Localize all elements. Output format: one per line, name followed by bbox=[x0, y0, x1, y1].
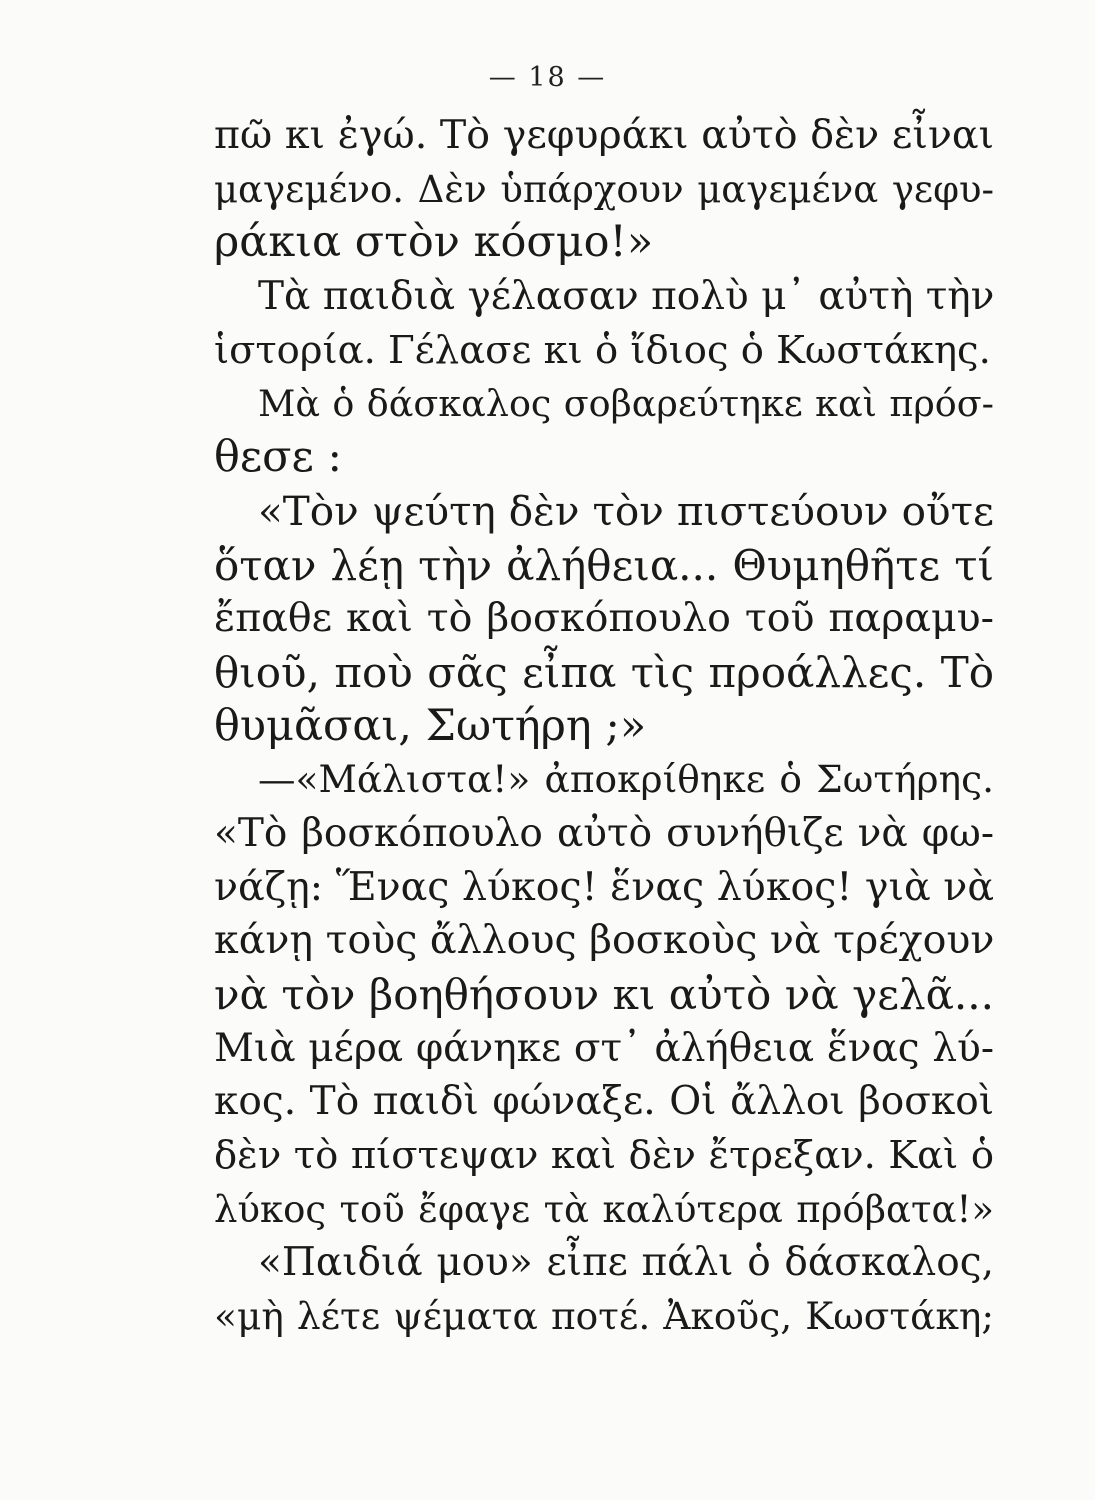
text-line: μαγεμένο. Δὲν ὑπάρχουν μαγεμένα γεφυ- bbox=[214, 167, 994, 211]
text-line: πῶ κι ἐγώ. Τὸ γεφυράκι αὐτὸ δὲν εἶναι bbox=[214, 112, 994, 158]
text-line: κάνῃ τοὺς ἄλλους βοσκοὺς νὰ τρέχουν bbox=[214, 917, 995, 964]
text-line: —«Μάλιστα!» ἀποκρίθηκε ὁ Σωτήρης. bbox=[258, 757, 994, 802]
body-text bbox=[214, 109, 994, 1344]
page-number: — 18 — bbox=[488, 62, 607, 93]
text-line: θυμᾶσαι, Σωτήρη ;» bbox=[214, 700, 647, 751]
text-line: ὅταν λέῃ τὴν ἀλήθεια... Θυμηθῆτε τί bbox=[214, 540, 994, 590]
text-line: Μιὰ μέρα φάνηκε στ᾽ ἀλήθεια ἕνας λύ- bbox=[214, 1025, 994, 1071]
text-line: θιοῦ, ποὺ σᾶς εἶπα τὶς προάλλες. Τὸ bbox=[214, 647, 994, 697]
text-line: Τὰ παιδιὰ γέλασαν πολὺ μ᾽ αὐτὴ τὴν bbox=[258, 274, 995, 320]
text-line: ράκια στὸν κόσμο!» bbox=[214, 217, 654, 268]
text-line: νὰ τὸν βοηθήσουν κι αὐτὸ νὰ γελᾶ... bbox=[214, 970, 994, 1019]
text-line: θεσε : bbox=[214, 432, 342, 483]
text-line: Μὰ ὁ δάσκαλος σοβαρεύτηκε καὶ πρόσ- bbox=[258, 382, 994, 426]
text-line: νάζῃ: Ἕνας λύκος! ἕνας λύκος! γιὰ νὰ bbox=[214, 863, 994, 910]
text-line: λύκος τοῦ ἔφαγε τὰ καλύτερα πρόβατα!» bbox=[214, 1187, 994, 1231]
text-line: «Τὸ βοσκόπουλο αὐτὸ συνήθιζε νὰ φω- bbox=[214, 810, 994, 856]
text-line: κος. Τὸ παιδὶ φώναξε. Οἱ ἄλλοι βοσκοὶ bbox=[214, 1079, 994, 1125]
text-line: ἔπαθε καὶ τὸ βοσκόπουλο τοῦ παραμυ- bbox=[214, 595, 994, 642]
text-line: «μὴ λέτε ψέματα ποτέ. Ἀκοῦς, Κωστάκη; bbox=[214, 1294, 994, 1339]
text-line: δὲν τὸ πίστεψαν καὶ δὲν ἔτρεξαν. Καὶ ὁ bbox=[214, 1133, 994, 1179]
text-line: «Παιδιά μου» εἶπε πάλι ὁ δάσκαλος, bbox=[258, 1240, 994, 1286]
text-line: ἱστορία. Γέλασε κι ὁ ἴδιος ὁ Κωστάκης. bbox=[214, 327, 991, 373]
text-line: «Τὸν ψεύτη δὲν τὸν πιστεύουν οὔτε bbox=[258, 486, 994, 535]
